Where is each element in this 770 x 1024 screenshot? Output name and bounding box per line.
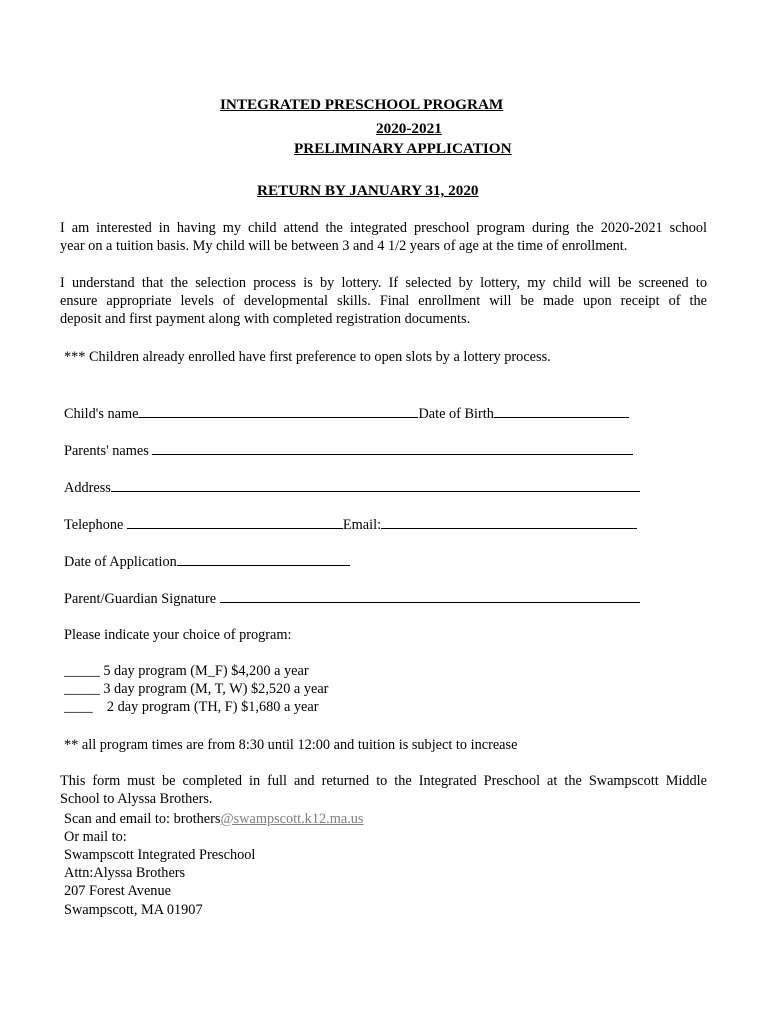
email-field[interactable]: [381, 515, 637, 529]
application-date-field[interactable]: [177, 552, 350, 566]
child-name-label: Child's name: [64, 406, 139, 422]
lottery-paragraph: [60, 274, 707, 328]
address-row: [64, 478, 640, 496]
email-link[interactable]: @swampscott.k12.ma.us: [220, 811, 364, 827]
option-blank[interactable]: _____: [64, 663, 100, 679]
lottery-line-1: I understand that the selection process is by lottery. If selected by lottery, my child will be screened to: [60, 275, 707, 291]
option-label: 2 day program (TH, F) $1,680 a year: [106, 699, 319, 715]
form-title: INTEGRATED PRESCHOOL PROGRAM: [220, 96, 504, 113]
interest-line-1: I am interested in having my child attend the integrated preschool program during the 2020-2021 school: [60, 220, 707, 236]
application-date-label: Date of Application: [64, 554, 177, 570]
form-subtitle: PRELIMINARY APPLICATION: [294, 140, 512, 157]
interest-line-2: year on a tuition basis. My child will be between 3 and 4 1/2 years of age at the time of enrollment.: [60, 238, 628, 254]
program-option-5-day: [64, 662, 309, 680]
parents-row: [64, 441, 633, 459]
lottery-line-3: deposit and first payment along with completed registration documents.: [60, 311, 471, 327]
child-name-row: [64, 404, 629, 422]
option-blank[interactable]: _____: [64, 681, 100, 697]
signature-label: Parent/Guardian Signature: [64, 591, 217, 607]
program-choice-prompt: Please indicate your choice of program:: [64, 627, 292, 643]
address-name: Swampscott Integrated Preschool: [64, 847, 256, 863]
program-year: 2020-2021: [376, 120, 442, 137]
address-city: Swampscott, MA 01907: [64, 902, 203, 918]
signature-row: [64, 589, 640, 607]
address-street: 207 Forest Avenue: [64, 883, 171, 899]
submission-line-1: This form must be completed in full and returned to the Integrated Preschool at the Swampscott Middle: [60, 773, 707, 789]
address-label: Address: [64, 480, 111, 496]
dob-field[interactable]: [494, 404, 629, 418]
telephone-field[interactable]: [127, 515, 343, 529]
preference-note: *** Children already enrolled have first preference to open slots by a lottery process.: [64, 349, 551, 365]
option-label: 5 day program (M_F) $4,200 a year: [103, 663, 309, 679]
telephone-label: Telephone: [64, 517, 124, 533]
lottery-line-2: ensure appropriate levels of developmental skills. Final enrollment will be made upon receipt of the: [60, 293, 707, 309]
address-field[interactable]: [111, 478, 640, 492]
scan-email-line: [64, 810, 363, 828]
address-attn: Attn:Alyssa Brothers: [64, 865, 186, 881]
signature-field[interactable]: [220, 589, 640, 603]
application-date-row: [64, 552, 350, 570]
program-option-2-day: [64, 698, 319, 716]
parents-label: Parents' names: [64, 443, 149, 459]
submission-block: [60, 772, 707, 808]
program-times-note: ** all program times are from 8:30 until 12:00 and tuition is subject to increase: [64, 737, 518, 753]
scan-prefix: Scan and email to: brothers: [64, 811, 221, 827]
mail-intro: Or mail to:: [64, 829, 127, 845]
parents-field[interactable]: [152, 441, 633, 455]
dob-label: Date of Birth: [418, 406, 494, 422]
contact-row: [64, 515, 637, 533]
option-blank[interactable]: ____: [64, 699, 93, 715]
interest-paragraph: [60, 219, 707, 255]
submission-line-2: School to Alyssa Brothers.: [60, 791, 213, 807]
email-label: Email:: [342, 517, 382, 533]
return-deadline: RETURN BY JANUARY 31, 2020: [257, 182, 479, 199]
child-name-field[interactable]: [138, 404, 418, 418]
program-option-3-day: [64, 680, 328, 698]
option-label: 3 day program (M, T, W) $2,520 a year: [103, 681, 329, 697]
